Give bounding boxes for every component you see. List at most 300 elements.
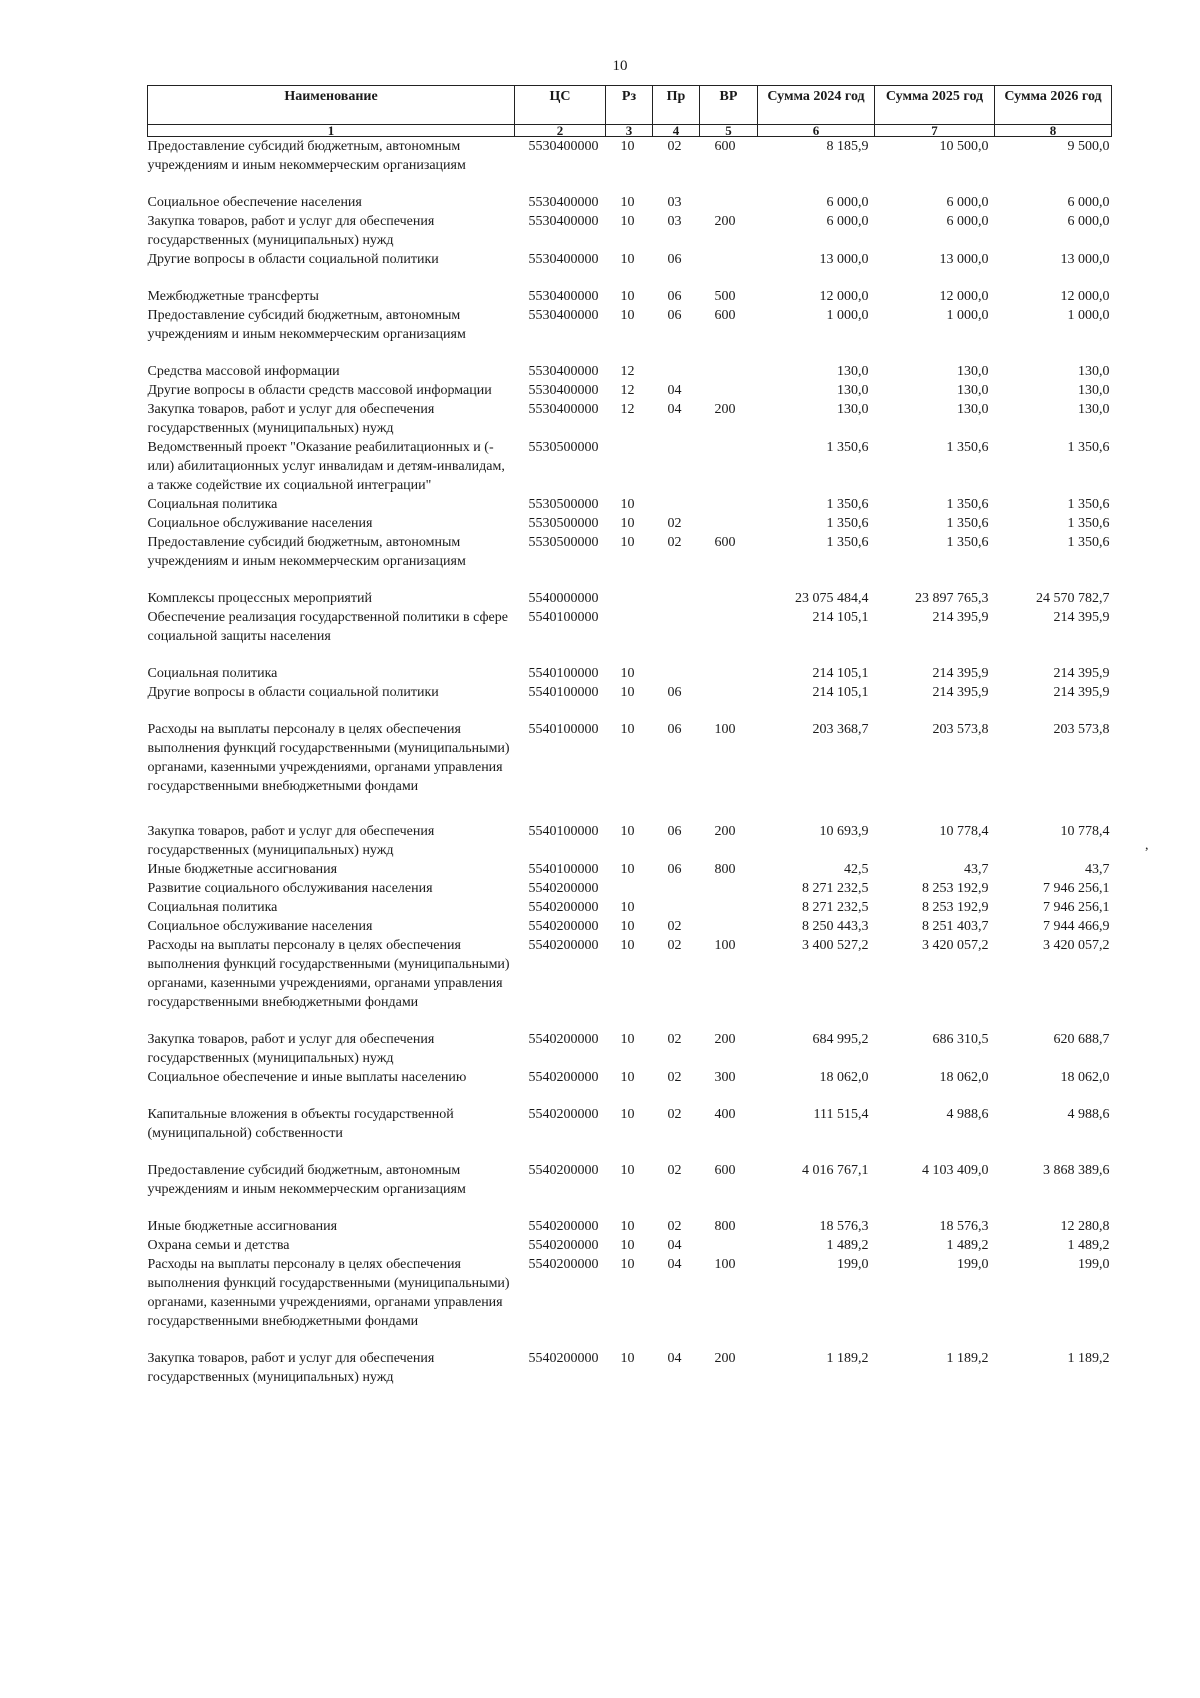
table-row (148, 879, 1112, 898)
row-sum-2025: 130,0 (957, 383, 989, 398)
row-sum-2026: 7 944 466,9 (1043, 919, 1110, 934)
row-rz: 10 (620, 308, 635, 323)
row-rz: 10 (620, 516, 635, 531)
row-pr (653, 495, 700, 514)
row-vr: 200 (714, 402, 736, 417)
row-vr: 800 (714, 862, 736, 877)
row-pr: 06 (667, 308, 682, 323)
row-sum-2026: 10 778,4 (1060, 824, 1110, 839)
row-sum-2024: 4 016 767,1 (802, 1163, 869, 1178)
table-row (148, 438, 1112, 495)
row-sum-2024: 684 995,2 (812, 1032, 869, 1047)
row-sum-2025: 1 000,0 (946, 308, 989, 323)
row-sum-2026: 214 395,9 (1053, 685, 1110, 700)
row-vr: 800 (714, 1219, 736, 1234)
row-pr: 02 (667, 938, 682, 953)
table-row (148, 1236, 1112, 1255)
row-sum-2026: 4 988,6 (1067, 1107, 1110, 1122)
table-row (148, 137, 1112, 194)
row-vr (700, 193, 758, 212)
row-rz: 10 (620, 666, 635, 681)
row-cs: 5530400000 (528, 214, 599, 229)
row-pr (653, 438, 700, 495)
row-rz: 12 (620, 383, 635, 398)
table-header-row (148, 86, 1112, 125)
column-number: 8 (995, 125, 1112, 137)
row-sum-2025: 4 103 409,0 (922, 1163, 989, 1178)
row-vr: 600 (714, 308, 736, 323)
row-pr (653, 608, 700, 664)
row-cs: 5540200000 (528, 1219, 599, 1234)
row-sum-2025: 8 251 403,7 (922, 919, 989, 934)
row-sum-2026: 6 000,0 (1067, 214, 1110, 229)
row-rz: 10 (620, 722, 635, 737)
row-rz (606, 589, 653, 608)
row-sum-2025: 6 000,0 (946, 214, 989, 229)
row-name: Другие вопросы в области социальной политики (147, 685, 439, 700)
row-sum-2024: 18 576,3 (819, 1219, 869, 1234)
table-row (148, 306, 1112, 362)
row-sum-2024: 214 105,1 (812, 610, 869, 625)
header-sum-2025: Сумма 2025 год (875, 86, 995, 125)
row-sum-2026: 7 946 256,1 (1043, 881, 1110, 896)
row-cs: 5540200000 (528, 1163, 599, 1178)
table-row (148, 1349, 1112, 1387)
row-rz: 10 (620, 824, 635, 839)
row-vr (700, 1236, 758, 1255)
row-sum-2026: 9 500,0 (1067, 139, 1110, 154)
row-cs: 5530400000 (528, 195, 599, 210)
row-sum-2024: 8 250 443,3 (802, 919, 869, 934)
row-sum-2024: 1 350,6 (826, 440, 869, 455)
header-pr: Пр (653, 86, 700, 125)
row-sum-2024: 1 350,6 (826, 516, 869, 531)
table-row (148, 533, 1112, 589)
row-sum-2024: 111 515,4 (813, 1107, 869, 1122)
row-cs: 5540200000 (528, 1351, 599, 1366)
row-sum-2025: 3 420 057,2 (922, 938, 989, 953)
row-sum-2024: 1 350,6 (826, 497, 869, 512)
row-name: Предоставление субсидий бюджетным, автономным учреждениям и иным некоммерческим организациям (147, 535, 466, 569)
row-sum-2026: 214 395,9 (1053, 610, 1110, 625)
header-sum-2024: Сумма 2024 год (758, 86, 875, 125)
row-sum-2025: 18 062,0 (939, 1070, 989, 1085)
row-name: Закупка товаров, работ и услуг для обеспечения государственных (муниципальных) нужд (147, 1032, 435, 1066)
row-rz: 10 (620, 1163, 635, 1178)
table-row (148, 936, 1112, 1030)
row-rz: 10 (620, 497, 635, 512)
row-pr: 03 (667, 214, 682, 229)
row-vr (700, 664, 758, 683)
row-sum-2025: 1 350,6 (946, 535, 989, 550)
row-sum-2025: 8 253 192,9 (922, 881, 989, 896)
row-cs: 5530500000 (528, 497, 599, 512)
row-cs: 5530400000 (528, 252, 599, 267)
row-vr: 100 (714, 938, 736, 953)
row-cs: 5540200000 (528, 1238, 599, 1253)
row-vr (700, 514, 758, 533)
table-row (148, 917, 1112, 936)
row-pr: 04 (667, 402, 682, 417)
row-vr: 200 (714, 1351, 736, 1366)
row-pr: 02 (667, 1219, 682, 1234)
row-sum-2026: 1 189,2 (1067, 1351, 1110, 1366)
column-number: 5 (700, 125, 758, 137)
row-sum-2026: 1 350,6 (1067, 535, 1110, 550)
row-pr: 02 (667, 516, 682, 531)
row-sum-2024: 130,0 (837, 402, 869, 417)
row-name: Социальная политика (147, 666, 278, 681)
row-name: Иные бюджетные ассигнования (147, 1219, 338, 1234)
row-pr: 04 (667, 1257, 682, 1272)
row-sum-2024: 214 105,1 (812, 685, 869, 700)
row-pr: 02 (667, 139, 682, 154)
row-sum-2025: 199,0 (957, 1257, 989, 1272)
row-sum-2026: 13 000,0 (1060, 252, 1110, 267)
row-sum-2024: 8 271 232,5 (802, 881, 869, 896)
row-pr: 02 (667, 1163, 682, 1178)
row-sum-2024: 6 000,0 (826, 214, 869, 229)
row-vr: 400 (714, 1107, 736, 1122)
row-rz: 10 (620, 1238, 635, 1253)
header-sum-2026: Сумма 2026 год (995, 86, 1112, 125)
row-cs: 5540100000 (528, 610, 599, 625)
row-name: Предоставление субсидий бюджетным, автономным учреждениям и иным некоммерческим организациям (147, 139, 466, 173)
row-vr (700, 381, 758, 400)
row-name: Социальное обслуживание населения (147, 919, 373, 934)
row-sum-2024: 8 185,9 (826, 139, 869, 154)
row-rz: 12 (620, 364, 635, 379)
row-name: Предоставление субсидий бюджетным, автономным учреждениям и иным некоммерческим организациям (147, 308, 466, 342)
row-cs: 5530400000 (528, 308, 599, 323)
row-sum-2025: 10 778,4 (939, 824, 989, 839)
table-row (148, 287, 1112, 306)
column-number: 3 (606, 125, 653, 137)
table-row (148, 1255, 1112, 1349)
row-name: Социальная политика (147, 900, 278, 915)
row-sum-2026: 620 688,7 (1053, 1032, 1110, 1047)
row-rz: 10 (620, 1257, 635, 1272)
row-vr: 200 (714, 1032, 736, 1047)
row-name: Социальная политика (147, 497, 278, 512)
column-number: 7 (875, 125, 995, 137)
row-name: Расходы на выплаты персоналу в целях обеспечения выполнения функций государственными (муниципальными) органами, казенными учреждениями, органами управления государственными внебюджетными фондами (147, 722, 510, 794)
row-sum-2025: 23 897 765,3 (915, 591, 989, 606)
stray-mark: , (1145, 838, 1149, 853)
row-vr (700, 917, 758, 936)
row-vr (700, 495, 758, 514)
row-pr: 06 (667, 862, 682, 877)
header-cs: ЦС (515, 86, 606, 125)
row-cs: 5540100000 (528, 685, 599, 700)
table-row (148, 608, 1112, 664)
row-cs: 5530500000 (528, 440, 599, 455)
row-sum-2024: 12 000,0 (819, 289, 869, 304)
row-sum-2024: 130,0 (837, 364, 869, 379)
row-cs: 5540200000 (528, 919, 599, 934)
row-sum-2025: 13 000,0 (939, 252, 989, 267)
row-name: Охрана семьи и детства (147, 1238, 290, 1253)
row-name: Социальное обеспечение и иные выплаты населению (147, 1070, 467, 1085)
header-rz: Рз (606, 86, 653, 125)
row-name: Развитие социального обслуживания населения (147, 881, 433, 896)
row-pr: 02 (667, 1070, 682, 1085)
row-sum-2026: 6 000,0 (1067, 195, 1110, 210)
row-sum-2025: 18 576,3 (939, 1219, 989, 1234)
row-rz: 10 (620, 1219, 635, 1234)
row-pr (653, 589, 700, 608)
row-sum-2026: 3 420 057,2 (1043, 938, 1110, 953)
table-row (148, 193, 1112, 212)
row-pr: 06 (667, 289, 682, 304)
row-sum-2025: 6 000,0 (946, 195, 989, 210)
row-name: Другие вопросы в области социальной политики (147, 252, 439, 267)
table-row (148, 860, 1112, 879)
row-sum-2026: 1 350,6 (1067, 497, 1110, 512)
row-rz: 10 (620, 938, 635, 953)
row-rz: 10 (620, 1032, 635, 1047)
row-sum-2024: 199,0 (837, 1257, 869, 1272)
row-sum-2024: 6 000,0 (826, 195, 869, 210)
row-sum-2025: 8 253 192,9 (922, 900, 989, 915)
row-vr: 100 (714, 1257, 736, 1272)
row-sum-2026: 130,0 (1078, 383, 1110, 398)
row-name: Капитальные вложения в объекты государственной (муниципальной) собственности (147, 1107, 454, 1141)
table-row (148, 400, 1112, 438)
header-name: Наименование (148, 86, 515, 125)
table-row (148, 683, 1112, 720)
row-sum-2026: 130,0 (1078, 364, 1110, 379)
row-sum-2026: 130,0 (1078, 402, 1110, 417)
row-name: Социальное обслуживание населения (147, 516, 373, 531)
row-rz (606, 608, 653, 664)
row-sum-2025: 4 988,6 (946, 1107, 989, 1122)
row-pr: 06 (667, 252, 682, 267)
row-sum-2025: 130,0 (957, 364, 989, 379)
row-rz: 10 (620, 685, 635, 700)
row-sum-2026: 24 570 782,7 (1036, 591, 1110, 606)
row-sum-2025: 1 189,2 (946, 1351, 989, 1366)
row-cs: 5540100000 (528, 824, 599, 839)
row-name: Обеспечение реализация государственной политики в сфере социальной защиты населения (147, 610, 508, 644)
row-pr: 06 (667, 722, 682, 737)
row-name: Предоставление субсидий бюджетным, автономным учреждениям и иным некоммерческим организациям (147, 1163, 466, 1197)
column-number: 2 (515, 125, 606, 137)
row-rz: 10 (620, 289, 635, 304)
row-sum-2026: 1 350,6 (1067, 440, 1110, 455)
table-row (148, 381, 1112, 400)
row-sum-2025: 214 395,9 (932, 666, 989, 681)
table-row (148, 1105, 1112, 1161)
row-rz (606, 438, 653, 495)
row-cs: 5530400000 (528, 402, 599, 417)
row-name: Межбюджетные трансферты (147, 289, 319, 304)
row-cs: 5540200000 (528, 1257, 599, 1272)
row-cs: 5540200000 (528, 900, 599, 915)
row-sum-2026: 1 350,6 (1067, 516, 1110, 531)
row-cs: 5530400000 (528, 383, 599, 398)
row-sum-2024: 1 000,0 (826, 308, 869, 323)
row-sum-2026: 199,0 (1078, 1257, 1110, 1272)
row-pr: 02 (667, 1107, 682, 1122)
row-vr (700, 589, 758, 608)
row-vr: 600 (714, 1163, 736, 1178)
row-vr (700, 879, 758, 898)
row-sum-2025: 1 350,6 (946, 497, 989, 512)
row-pr: 06 (667, 685, 682, 700)
row-vr (700, 898, 758, 917)
row-pr (653, 362, 700, 381)
row-cs: 5530400000 (528, 139, 599, 154)
row-cs: 5530500000 (528, 535, 599, 550)
row-name: Другие вопросы в области средств массовой информации (147, 383, 492, 398)
row-name: Комплексы процессных мероприятий (147, 591, 372, 606)
row-vr: 200 (714, 824, 736, 839)
row-cs: 5530400000 (528, 289, 599, 304)
row-pr: 04 (667, 383, 682, 398)
row-vr (700, 362, 758, 381)
row-pr: 02 (667, 535, 682, 550)
row-name: Закупка товаров, работ и услуг для обеспечения государственных (муниципальных) нужд (147, 824, 435, 858)
row-sum-2024: 23 075 484,4 (795, 591, 869, 606)
row-vr: 600 (714, 535, 736, 550)
row-pr: 04 (667, 1351, 682, 1366)
row-sum-2024: 1 489,2 (826, 1238, 869, 1253)
budget-table (147, 85, 1112, 1387)
row-sum-2025: 130,0 (957, 402, 989, 417)
row-rz: 10 (620, 900, 635, 915)
header-vr: ВР (700, 86, 758, 125)
row-rz: 10 (620, 1107, 635, 1122)
row-sum-2025: 1 350,6 (946, 516, 989, 531)
table-row (148, 514, 1112, 533)
row-rz: 12 (620, 402, 635, 417)
row-rz: 10 (620, 214, 635, 229)
row-sum-2026: 7 946 256,1 (1043, 900, 1110, 915)
row-sum-2026: 12 000,0 (1060, 289, 1110, 304)
row-sum-2024: 1 189,2 (826, 1351, 869, 1366)
row-cs: 5540200000 (528, 938, 599, 953)
row-sum-2025: 1 489,2 (946, 1238, 989, 1253)
row-sum-2024: 130,0 (837, 383, 869, 398)
row-sum-2025: 1 350,6 (946, 440, 989, 455)
column-number: 6 (758, 125, 875, 137)
row-pr (653, 898, 700, 917)
row-vr (700, 250, 758, 287)
table-row (148, 664, 1112, 683)
row-sum-2026: 214 395,9 (1053, 666, 1110, 681)
table-row (148, 589, 1112, 608)
row-sum-2024: 203 368,7 (812, 722, 869, 737)
row-sum-2026: 3 868 389,6 (1043, 1163, 1110, 1178)
row-vr: 200 (714, 214, 736, 229)
row-cs: 5540200000 (528, 1070, 599, 1085)
row-rz (606, 879, 653, 898)
table-row (148, 362, 1112, 381)
row-name: Социальное обеспечение населения (147, 195, 362, 210)
row-sum-2024: 214 105,1 (812, 666, 869, 681)
row-vr: 100 (714, 722, 736, 737)
column-number: 4 (653, 125, 700, 137)
row-pr: 02 (667, 1032, 682, 1047)
row-sum-2024: 42,5 (844, 862, 869, 877)
row-cs: 5540100000 (528, 722, 599, 737)
page-number: 10 (612, 58, 628, 74)
table-row (148, 720, 1112, 822)
table-row (148, 1068, 1112, 1105)
row-name: Закупка товаров, работ и услуг для обеспечения государственных (муниципальных) нужд (147, 214, 435, 248)
row-sum-2025: 214 395,9 (932, 610, 989, 625)
row-rz: 10 (620, 1070, 635, 1085)
row-pr (653, 879, 700, 898)
row-cs: 5540200000 (528, 1107, 599, 1122)
row-name: Закупка товаров, работ и услуг для обеспечения государственных (муниципальных) нужд (147, 402, 435, 436)
row-sum-2026: 12 280,8 (1060, 1219, 1110, 1234)
column-number: 1 (148, 125, 515, 137)
row-pr: 06 (667, 824, 682, 839)
row-sum-2025: 686 310,5 (932, 1032, 989, 1047)
row-name: Закупка товаров, работ и услуг для обеспечения государственных (муниципальных) нужд (147, 1351, 435, 1385)
row-sum-2024: 3 400 527,2 (802, 938, 869, 953)
table-row (148, 898, 1112, 917)
row-sum-2025: 214 395,9 (932, 685, 989, 700)
row-vr: 500 (714, 289, 736, 304)
column-number-row (148, 125, 1112, 137)
table-row (148, 1030, 1112, 1068)
row-rz: 10 (620, 195, 635, 210)
row-name: Ведомственный проект "Оказание реабилитационных и (-или) абилитационных услуг инвалидам и детям-инвалидам, а также содействие их социальной интеграции" (147, 440, 505, 493)
row-sum-2026: 18 062,0 (1060, 1070, 1110, 1085)
row-rz: 10 (620, 919, 635, 934)
row-sum-2025: 203 573,8 (932, 722, 989, 737)
table-row (148, 212, 1112, 250)
row-cs: 5540200000 (528, 1032, 599, 1047)
row-pr: 03 (667, 195, 682, 210)
row-sum-2024: 8 271 232,5 (802, 900, 869, 915)
row-name: Расходы на выплаты персоналу в целях обеспечения выполнения функций государственными (муниципальными) органами, казенными учреждениями, органами управления государственными внебюджетными фондами (147, 938, 510, 1010)
row-sum-2025: 12 000,0 (939, 289, 989, 304)
row-vr (700, 438, 758, 495)
row-cs: 5540100000 (528, 666, 599, 681)
row-sum-2024: 1 350,6 (826, 535, 869, 550)
row-sum-2026: 1 489,2 (1067, 1238, 1110, 1253)
row-sum-2024: 10 693,9 (819, 824, 869, 839)
table-row (148, 495, 1112, 514)
row-vr: 600 (714, 139, 736, 154)
row-cs: 5540000000 (528, 591, 599, 606)
row-pr: 02 (667, 919, 682, 934)
row-rz: 10 (620, 252, 635, 267)
table-row (148, 1217, 1112, 1236)
row-cs: 5540200000 (528, 881, 599, 896)
table-row (148, 250, 1112, 287)
row-name: Средства массовой информации (147, 364, 340, 379)
row-sum-2026: 203 573,8 (1053, 722, 1110, 737)
row-name: Расходы на выплаты персоналу в целях обеспечения выполнения функций государственными (муниципальными) органами, казенными учреждениями, органами управления государственными внебюджетными фондами (147, 1257, 510, 1329)
row-rz: 10 (620, 535, 635, 550)
row-sum-2025: 43,7 (964, 862, 989, 877)
row-vr (700, 608, 758, 664)
table-row (148, 822, 1112, 860)
row-pr (653, 664, 700, 683)
row-vr (700, 683, 758, 720)
row-pr: 04 (667, 1238, 682, 1253)
row-sum-2025: 10 500,0 (939, 139, 989, 154)
row-rz: 10 (620, 139, 635, 154)
table-row (148, 1161, 1112, 1217)
row-sum-2024: 13 000,0 (819, 252, 869, 267)
row-rz: 10 (620, 1351, 635, 1366)
